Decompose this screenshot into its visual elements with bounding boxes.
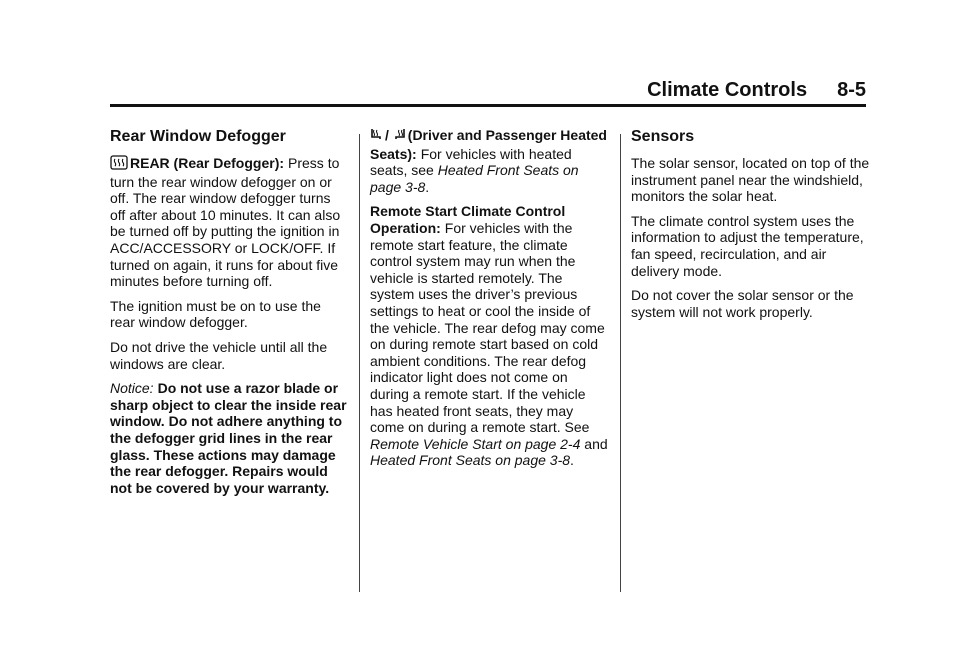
- remote-start-paragraph: [370, 203, 610, 469]
- driver-heated-seat-icon: [370, 127, 383, 146]
- column-3: [631, 127, 871, 328]
- heated-seats-end: .: [425, 178, 430, 195]
- sensors-paragraph-3: Do not cover the solar sensor or the system will not work properly.: [631, 287, 854, 320]
- column-divider-1: [359, 134, 360, 592]
- notice-paragraph: [110, 380, 348, 496]
- passenger-heated-seat-icon: [393, 127, 406, 146]
- heated-seats-text: For vehicles with heated seats, see: [370, 145, 572, 179]
- drive-paragraph: Do not drive the vehicle until all the windows are clear.: [110, 338, 328, 372]
- ignition-paragraph: The ignition must be on to use the rear window defogger.: [110, 297, 321, 331]
- rear-label: REAR (Rear Defogger):: [130, 155, 285, 171]
- header-rule: [110, 104, 866, 107]
- page-header: [110, 78, 866, 102]
- icon-slash: /: [385, 127, 389, 143]
- page-number: 8-5: [837, 79, 866, 101]
- heated-seats-reference: Heated Front Seats on page 3-8: [370, 162, 579, 195]
- rear-defogger-heading: Rear Window Defogger: [110, 128, 286, 145]
- remote-start-reference-1: Remote Vehicle Start on page 2-4: [370, 435, 581, 452]
- column-2: [370, 127, 610, 477]
- remote-start-and: and: [584, 435, 608, 452]
- column-1: [110, 127, 348, 504]
- heated-seats-label: (Driver and Passenger Heated Seats):: [370, 127, 607, 162]
- section-title: Climate Controls: [647, 79, 808, 101]
- rear-defogger-paragraph: [110, 155, 348, 290]
- remote-start-end: .: [570, 452, 574, 469]
- column-divider-2: [620, 134, 621, 592]
- notice-text: Do not use a razor blade or sharp object to clear the inside rear window. Do not adhere anything to the defogger grid lines in the rear glass. These actions may damage the rear defogger. Repairs would not be covered by your warranty.: [110, 380, 347, 496]
- sensors-paragraph-2: The climate control system uses the information to adjust the temperature, fan speed, recirculation, and air delivery mode.: [631, 212, 864, 279]
- remote-start-label: Remote Start Climate Control Operation:: [370, 203, 566, 236]
- remote-start-reference-2: Heated Front Seats on page 3-8: [370, 452, 571, 469]
- rear-text: Press to turn the rear window defogger on or off. The rear window defogger turns off after about 10 minutes. It can also be turned off by putting the ignition in ACC/ACCESSORY or LOCK/OFF. If turned on again, it runs for about five minutes before turning off.: [110, 155, 341, 290]
- remote-start-text: For vehicles with the remote start feature, the climate control system may run when the vehicle is started remotely. The system uses the driver’s previous settings to heat or cool the inside of the vehicle. The rear defog may come on during remote start based on cold ambient conditions. The rear defog indicator light does not come on during a remote start. If the vehicle has heated front seats, they may come on during a remote start. See: [370, 219, 605, 436]
- notice-label: Notice:: [110, 380, 154, 397]
- sensors-heading: Sensors: [631, 128, 695, 145]
- rear-defog-icon: [110, 155, 128, 174]
- sensors-paragraph-1: The solar sensor, located on top of the instrument panel near the windshield, monitors the solar heat.: [631, 155, 870, 205]
- heated-seats-paragraph: [370, 127, 610, 195]
